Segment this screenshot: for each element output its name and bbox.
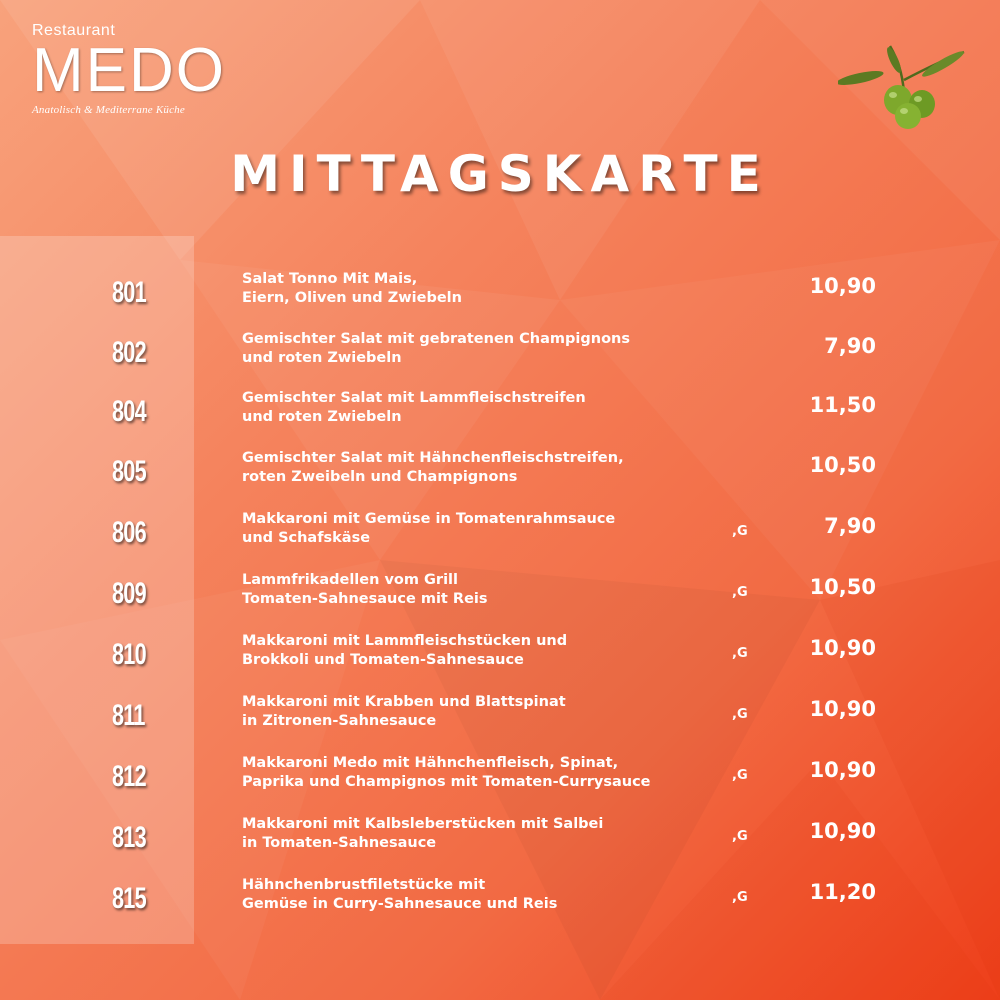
item-description-line: Salat Tonno Mit Mais, (242, 271, 418, 287)
item-description-line: Gemischter Salat mit gebratenen Champignons (242, 331, 630, 347)
item-allergen-flag: ,G (732, 768, 748, 783)
page-title: MITTAGSKARTE (230, 145, 770, 203)
item-description (242, 876, 557, 914)
item-allergen-flag: ,G (732, 829, 748, 844)
item-description-line: Makkaroni mit Lammfleischstücken und (242, 633, 568, 649)
item-allergen-flag: ,G (732, 890, 748, 905)
item-price: 11,50 (809, 393, 876, 417)
menu-item (0, 389, 1000, 449)
logo-name: MEDO (32, 36, 226, 105)
item-description (242, 815, 603, 853)
item-description-line: Hähnchenbrustfiletstücke mit (242, 877, 486, 893)
item-allergen-flag: ,G (732, 524, 748, 539)
item-description (242, 693, 566, 731)
menu-item (0, 876, 1000, 936)
item-number: 806 (112, 516, 146, 549)
item-description-line: Tomaten-Sahnesauce mit Reis (242, 591, 488, 607)
item-description (242, 571, 488, 609)
item-number: 813 (112, 821, 146, 854)
item-description (242, 389, 586, 427)
olive-branch-icon (838, 40, 968, 135)
menu-item (0, 815, 1000, 875)
item-description (242, 754, 651, 792)
item-number: 812 (112, 760, 146, 793)
item-number: 802 (112, 336, 146, 369)
item-description-line: und Schafskäse (242, 530, 371, 546)
item-description-line: und roten Zwiebeln (242, 350, 402, 366)
item-price: 7,90 (824, 514, 876, 538)
item-price: 10,90 (809, 636, 876, 660)
item-description-line: Gemischter Salat mit Lammfleischstreifen (242, 390, 586, 406)
menu-item (0, 693, 1000, 753)
item-description (242, 632, 567, 670)
item-price: 10,50 (809, 453, 876, 477)
item-description-line: Eiern, Oliven und Zwiebeln (242, 290, 462, 306)
menu-item (0, 449, 1000, 509)
item-number: 811 (112, 699, 145, 732)
item-price: 10,90 (809, 819, 876, 843)
item-description-line: Makkaroni mit Kalbsleberstücken mit Salbei (242, 816, 604, 832)
menu-item (0, 330, 1000, 390)
item-allergen-flag: ,G (732, 585, 748, 600)
item-description-line: Gemüse in Curry-Sahnesauce und Reis (242, 896, 558, 912)
item-description-line: Makkaroni mit Gemüse in Tomatenrahmsauce (242, 511, 616, 527)
item-description-line: und roten Zwiebeln (242, 409, 402, 425)
menu-item (0, 571, 1000, 631)
menu-item (0, 754, 1000, 814)
item-price: 7,90 (824, 334, 876, 358)
item-number: 805 (112, 455, 146, 488)
item-description (242, 330, 630, 368)
logo-tagline: Anatolisch & Mediterrane Küche (32, 104, 185, 116)
item-description (242, 510, 615, 548)
item-description-line: Brokkoli und Tomaten-Sahnesauce (242, 652, 524, 668)
item-price: 11,20 (809, 880, 876, 904)
logo-restaurant-label: Restaurant (32, 22, 116, 39)
item-number: 810 (112, 638, 146, 671)
restaurant-logo (32, 22, 226, 116)
item-allergen-flag: ,G (732, 707, 748, 722)
item-description (242, 449, 624, 487)
menu-item (0, 270, 1000, 330)
item-number: 801 (112, 276, 146, 309)
item-price: 10,90 (809, 697, 876, 721)
item-description-line: Makkaroni mit Krabben und Blattspinat (242, 694, 566, 710)
item-description-line: Paprika und Champignos mit Tomaten-Currysauce (242, 774, 651, 790)
item-price: 10,90 (809, 758, 876, 782)
item-description-line: in Zitronen-Sahnesauce (242, 713, 437, 729)
item-price: 10,90 (809, 274, 876, 298)
item-description-line: in Tomaten-Sahnesauce (242, 835, 437, 851)
item-description-line: Makkaroni Medo mit Hähnchenfleisch, Spinat, (242, 755, 619, 771)
item-number: 804 (112, 395, 146, 428)
item-description (242, 270, 462, 308)
item-price: 10,50 (809, 575, 876, 599)
menu-item (0, 510, 1000, 570)
item-description-line: Lammfrikadellen vom Grill (242, 572, 458, 588)
item-allergen-flag: ,G (732, 646, 748, 661)
item-description-line: roten Zweibeln und Champignons (242, 469, 518, 485)
item-description-line: Gemischter Salat mit Hähnchenfleischstreifen, (242, 450, 624, 466)
item-number: 815 (112, 882, 146, 915)
item-number: 809 (112, 577, 146, 610)
menu-item (0, 632, 1000, 692)
